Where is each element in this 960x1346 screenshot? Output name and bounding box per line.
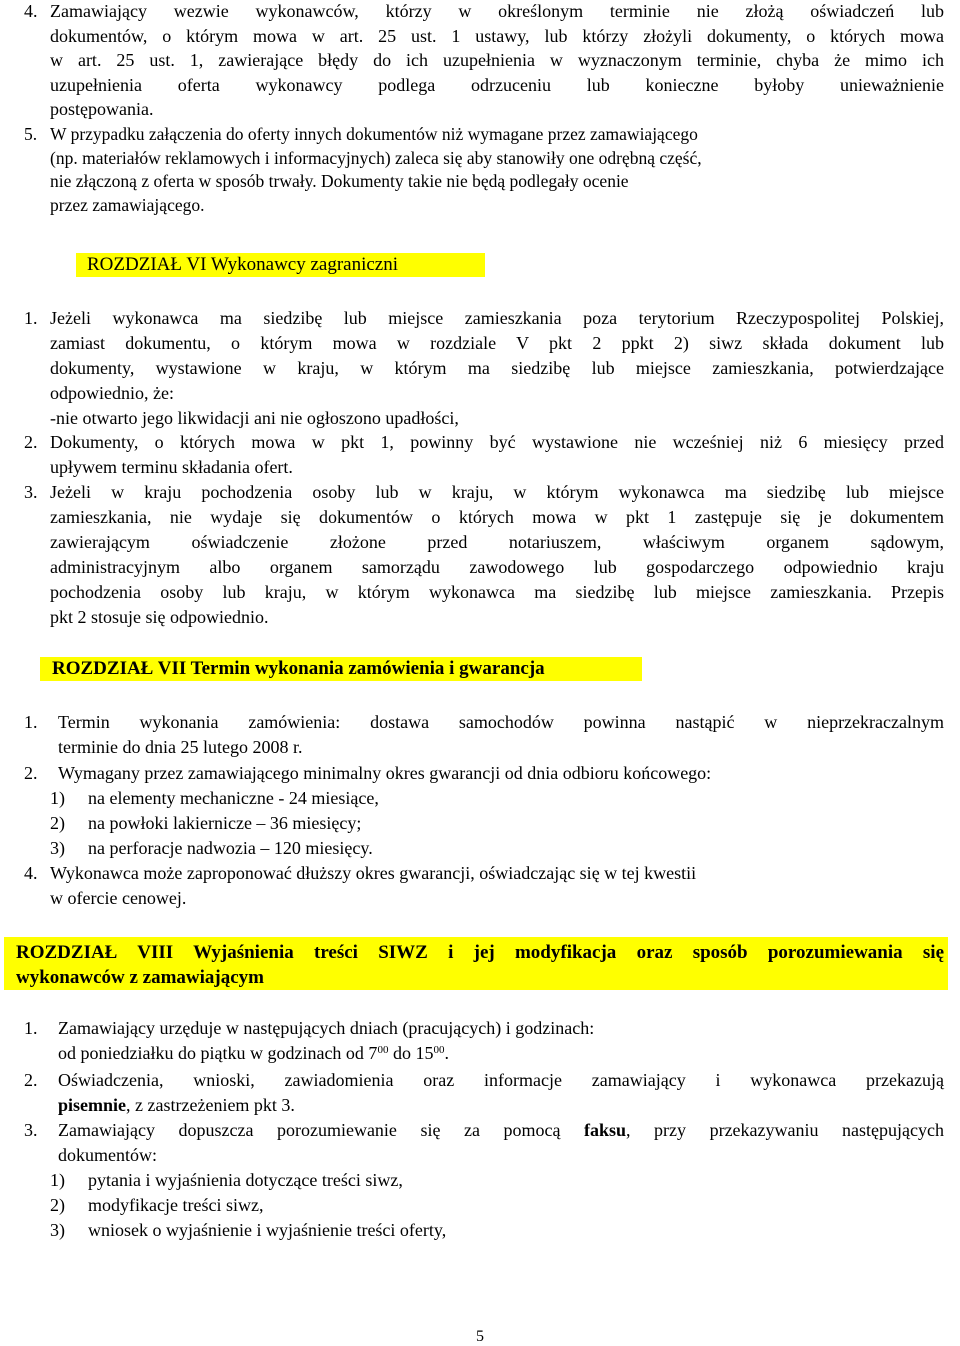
chapter-8-item-3-line-2: dokumentów: [58, 1144, 157, 1165]
chapter-8-item-2-line-2 [58, 1093, 944, 1118]
chapter-7-item-2 [24, 761, 944, 861]
chapter-6-item-2-line-1: Dokumenty, o których mowa w pkt 1, powinny być wystawione nie wcześniej niż 6 miesięcy przed [50, 432, 944, 452]
chapter-6-heading [76, 253, 485, 277]
item-5-line-3: nie złączoną z oferta w sposób trwały. Dokumenty takie nie będą podlegały ocenie [50, 171, 629, 191]
warranty-item [50, 836, 944, 861]
document-type-text: wniosek o wyjaśnienie i wyjaśnienie treści oferty, [88, 1219, 447, 1240]
chapter-6-item-3-number: 3. [24, 482, 38, 502]
document-type-text: modyfikacje treści siwz, [88, 1194, 264, 1215]
warranty-item-number: 2) [50, 812, 65, 833]
item-5-line-1: W przypadku załączenia do oferty innych dokumentów niż wymagane przez zamawiającego [50, 124, 698, 144]
chapter-7-title: ROZDZIAŁ VII Termin wykonania zamówienia i gwarancja [52, 658, 545, 679]
item-4-number: 4. [24, 1, 38, 21]
page-number: 5 [476, 1328, 484, 1345]
document-type-number: 1) [50, 1169, 65, 1190]
chapter-6-item-2-number: 2. [24, 432, 38, 452]
office-hours-sup-1: 00 [377, 1043, 389, 1056]
chapter-7-item-4-number: 4. [24, 863, 38, 883]
chapter-7-item-1-line-2: terminie do dnia 25 lutego 2008 r. [58, 736, 303, 757]
chapter-8-item-1-line-1: Zamawiający urzęduje w następujących dniach (pracujących) i godzinach: [58, 1018, 595, 1038]
document-type-item [50, 1193, 944, 1218]
item-5 [24, 123, 904, 217]
chapter-8-item-1 [24, 1016, 944, 1066]
item-4-line-1: Zamawiający wezwie wykonawców, którzy w określonym terminie nie złożą oświadczeń lub [50, 1, 944, 21]
document-type-item [50, 1218, 944, 1243]
document-type-number: 3) [50, 1219, 65, 1240]
chapter-8-heading [4, 937, 948, 990]
chapter-8-item-3 [24, 1118, 944, 1243]
chapter-6-item-1-number: 1. [24, 308, 38, 328]
chapter-8-item-3-line-1 [58, 1118, 944, 1143]
chapter-6-item-3-line-4: administracyjnym albo organem samorządu zawodowego lub gospodarczego odpowiednio kraju [50, 556, 944, 577]
chapter-8-item-2 [24, 1068, 944, 1118]
document-type-item [50, 1168, 944, 1193]
chapter-7-heading [40, 657, 642, 681]
chapter-6-item-1-line-2: zamiast dokumentu, o którym mowa w rozdziale V pkt 2 ppkt 2) siwz składa dokument lub [50, 332, 944, 353]
chapter-6-item-1-line-4: odpowiednio, że: [50, 382, 174, 403]
chapter-6-item-3-line-1: Jeżeli w kraju pochodzenia osoby lub w kraju, w którym wykonawca ma siedzibę lub miejsce [50, 482, 944, 502]
chapter-6-item-1-line-5: -nie otwarto jego likwidacji ani nie ogłoszono upadłości, [50, 407, 459, 428]
chapter-7-item-1 [24, 710, 944, 760]
office-hours [58, 1041, 944, 1066]
chapter-6-item-2 [24, 430, 944, 480]
item-4 [24, 0, 944, 122]
chapter-6-item-1-line-3: dokumenty, wystawione w kraju, w którym ma siedzibę lub miejsce zamieszkania, potwierdzające [50, 357, 944, 378]
chapter-7-item-4-line-1: Wykonawca może zaproponować dłuższy okres gwarancji, oświadczając się w tej kwestii [50, 863, 697, 883]
warranty-item [50, 811, 944, 836]
chapter-7-item-1-number: 1. [24, 712, 38, 732]
warranty-item-text: na elementy mechaniczne - 24 miesiące, [88, 787, 379, 808]
chapter-6-item-3-line-6: pkt 2 stosuje się odpowiednio. [50, 606, 269, 627]
chapter-7-item-4-line-2: w ofercie cenowej. [50, 887, 187, 908]
chapter-6-item-3 [24, 480, 944, 629]
chapter-7-item-2-number: 2. [24, 763, 38, 783]
item-5-line-2: (np. materiałów reklamowych i informacyjnych) zaleca się aby stanowiły one odrębną część, [50, 147, 702, 168]
warranty-item-text: na powłoki lakiernicze – 36 miesięcy; [88, 812, 362, 833]
chapter-8-item-3-number: 3. [24, 1120, 38, 1140]
chapter-8-item-3-text-a: Zamawiający dopuszcza porozumiewanie się za pomocą [58, 1120, 584, 1140]
chapter-8-item-2-line-1: Oświadczenia, wnioski, zawiadomienia oraz informacje zamawiający i wykonawca przekazują [58, 1070, 944, 1090]
office-hours-text-c: . [444, 1042, 449, 1063]
pisemnie-bold: pisemnie [58, 1094, 127, 1115]
chapter-8-title-line-1: ROZDZIAŁ VIII Wyjaśnienia treści SIWZ i jej modyfikacja oraz sposób porozumiewania się [16, 942, 944, 963]
office-hours-text-b: do 15 [388, 1042, 434, 1063]
chapter-7-item-1-line-1: Termin wykonania zamówienia: dostawa samochodów powinna nastąpić w nieprzekraczalnym [58, 712, 944, 732]
chapter-6-item-3-line-5: pochodzenia osoby lub kraju, w którym wykonawca ma siedzibę lub miejsce zamieszkania. Przepis [50, 581, 944, 602]
chapter-7-item-4 [24, 861, 944, 911]
item-5-number: 5. [24, 124, 38, 144]
item-4-line-4: uzupełnienia oferta wykonawcy podlega odrzuceniu lub konieczne byłoby unieważnienie [50, 74, 944, 95]
document-type-number: 2) [50, 1194, 65, 1215]
warranty-item-number: 1) [50, 787, 65, 808]
item-4-line-2: dokumentów, o którym mowa w art. 25 ust. 1 ustawy, lub którzy złożyli dokumenty, o których mowa [50, 25, 944, 46]
item-4-line-3: w art. 25 ust. 1, zawierające błędy do ich uzupełnienia w wyznaczonym terminie, chyba że mimo ich [50, 50, 944, 70]
item-4-line-5: postępowania. [50, 99, 154, 119]
chapter-6-item-2-line-2: upływem terminu składania ofert. [50, 456, 293, 477]
faksu-bold: faksu [584, 1120, 627, 1140]
chapter-7-item-2-line: Wymagany przez zamawiającego minimalny okres gwarancji od dnia odbioru końcowego: [58, 763, 712, 783]
chapter-6-item-3-line-3: zawierającym oświadczenie złożone przed notariuszem, właściwym organem sądowym, [50, 531, 944, 552]
chapter-8-item-2-number: 2. [24, 1070, 38, 1090]
office-hours-sup-2: 00 [433, 1043, 445, 1056]
warranty-item-text: na perforacje nadwozia – 120 miesięcy. [88, 837, 373, 858]
warranty-item-number: 3) [50, 837, 65, 858]
chapter-8-item-3-text-b: , przy przekazywaniu następujących [626, 1120, 944, 1140]
chapter-8-item-1-number: 1. [24, 1018, 38, 1038]
chapter-6-title: ROZDZIAŁ VI Wykonawcy zagraniczni [87, 254, 399, 275]
item-5-line-4: przez zamawiającego. [50, 194, 205, 215]
document-type-text: pytania i wyjaśnienia dotyczące treści siwz, [88, 1169, 403, 1190]
chapter-6-item-3-line-2: zamieszkania, nie wydaje się dokumentów o których mowa w pkt 1 zastępuje się je dokumentem [50, 506, 944, 527]
chapter-6-item-1-line-1: Jeżeli wykonawca ma siedzibę lub miejsce zamieszkania poza terytorium Rzeczypospolitej Polskiej, [50, 308, 944, 328]
chapter-8-item-2-rest: , z zastrzeżeniem pkt 3. [126, 1094, 295, 1115]
warranty-item [50, 786, 944, 811]
chapter-8-title-line-2: wykonawców z zamawiającym [16, 967, 265, 988]
office-hours-text-a: od poniedziałku do piątku w godzinach od 7 [58, 1042, 378, 1063]
chapter-6-item-1 [24, 306, 944, 431]
